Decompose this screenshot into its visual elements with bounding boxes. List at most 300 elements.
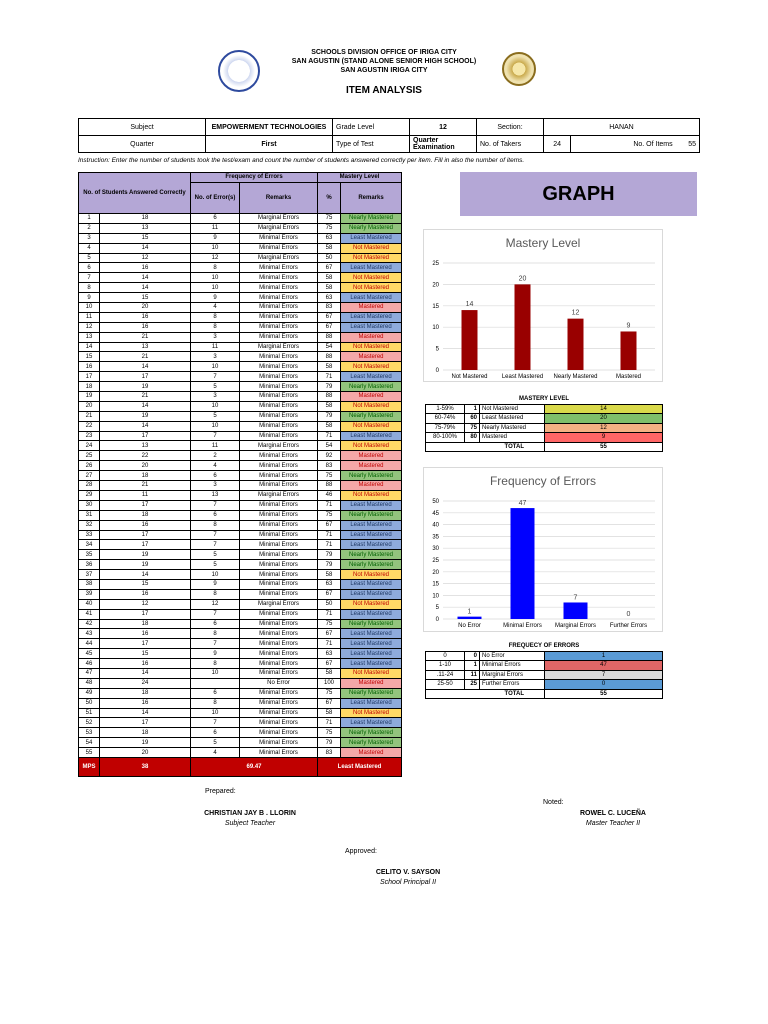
table-row: [426, 661, 663, 671]
mastery-pct: 58: [318, 362, 341, 372]
correct-count: 17: [100, 718, 191, 728]
error-remarks: Minimal Errors: [240, 570, 318, 580]
mastery-pct: 79: [318, 382, 341, 392]
mastery-remarks: Nearly Mastered: [341, 382, 402, 392]
error-remarks: Marginal Errors: [240, 342, 318, 352]
error-remarks: Minimal Errors: [240, 263, 318, 273]
correct-count: 21: [100, 332, 191, 342]
error-count: 7: [191, 372, 240, 382]
range: 1-59%: [426, 404, 465, 414]
correct-count: 19: [100, 382, 191, 392]
mastery-pct: 54: [318, 342, 341, 352]
mastery-pct: 58: [318, 273, 341, 283]
table-row: [79, 579, 402, 589]
mastery-level-chart: [423, 229, 663, 382]
error-remarks: Minimal Errors: [240, 649, 318, 659]
item-number: 33: [79, 530, 100, 540]
item-number: 2: [79, 223, 100, 233]
error-count: 5: [191, 560, 240, 570]
bar: [568, 319, 584, 370]
item-number: 52: [79, 718, 100, 728]
table-row: [79, 708, 402, 718]
test-value: Quarter Examination: [410, 136, 477, 153]
item-analysis-table: [78, 172, 402, 777]
mastery-remarks: Not Mastered: [341, 599, 402, 609]
header-line2: SAN AGUSTIN (STAND ALONE SENIOR HIGH SCHOOL): [291, 58, 477, 65]
table-row: [79, 481, 402, 491]
mastery-pct: 67: [318, 520, 341, 530]
error-count: 11: [191, 441, 240, 451]
mastery-pct: 79: [318, 738, 341, 748]
mastery-remarks: Nearly Mastered: [341, 738, 402, 748]
mastery-pct: 75: [318, 619, 341, 629]
correct-count: 20: [100, 748, 191, 758]
item-number: 50: [79, 698, 100, 708]
correct-count: 19: [100, 411, 191, 421]
error-count: 3: [191, 392, 240, 402]
mastery-remarks: Least Mastered: [341, 322, 402, 332]
mastery-pct: 58: [318, 421, 341, 431]
count: 7: [545, 670, 663, 680]
prepared-role: Subject Teacher: [224, 820, 276, 827]
table-row: [79, 738, 402, 748]
correct-count: 18: [100, 214, 191, 224]
error-count: 4: [191, 748, 240, 758]
error-count: 10: [191, 421, 240, 431]
table-row: [79, 540, 402, 550]
item-number: 41: [79, 609, 100, 619]
correct-count: 15: [100, 233, 191, 243]
table-row: [79, 372, 402, 382]
approved-label: Approved:: [345, 848, 377, 855]
prepared-name: CHRISTIAN JAY B . LLORIN: [204, 810, 296, 817]
data-label: 20: [518, 275, 527, 283]
error-count: 7: [191, 431, 240, 441]
error-remarks: Minimal Errors: [240, 312, 318, 322]
item-number: 23: [79, 431, 100, 441]
mastery-remarks: Not Mastered: [341, 490, 402, 500]
correct-count: 18: [100, 619, 191, 629]
mastery-remarks: Least Mastered: [341, 579, 402, 589]
error-remarks: Marginal Errors: [240, 253, 318, 263]
item-number: 51: [79, 708, 100, 718]
total-value: 55: [545, 442, 663, 452]
item-number: 11: [79, 312, 100, 322]
table-row: [79, 619, 402, 629]
table-row: [79, 273, 402, 283]
correct-count: 13: [100, 342, 191, 352]
bar: [621, 331, 637, 370]
item-number: 4: [79, 243, 100, 253]
item-number: 49: [79, 688, 100, 698]
table-row: [79, 609, 402, 619]
item-number: 1: [79, 214, 100, 224]
mastery-remarks: Nearly Mastered: [341, 619, 402, 629]
item-number: 27: [79, 471, 100, 481]
error-remarks: Minimal Errors: [240, 283, 318, 293]
mastery-remarks: Not Mastered: [341, 401, 402, 411]
data-label: 9: [626, 322, 631, 330]
correct-count: 15: [100, 649, 191, 659]
range: .11-24: [426, 670, 465, 680]
correct-count: 18: [100, 688, 191, 698]
table-row: [79, 570, 402, 580]
error-count: 6: [191, 471, 240, 481]
y-tick-label: 5: [435, 346, 439, 353]
item-number: 29: [79, 490, 100, 500]
correct-count: 14: [100, 708, 191, 718]
correct-count: 12: [100, 253, 191, 263]
mastery-pct: 63: [318, 579, 341, 589]
grade-label: Grade Level: [333, 119, 410, 136]
header-remarks2: Remarks: [341, 182, 402, 213]
mastery-remarks: Mastered: [341, 303, 402, 313]
mastery-pct: 71: [318, 372, 341, 382]
error-remarks: Minimal Errors: [240, 738, 318, 748]
level-label: Not Mastered: [480, 404, 545, 414]
y-tick-label: 0: [435, 368, 439, 374]
item-number: 32: [79, 520, 100, 530]
error-remarks: Minimal Errors: [240, 520, 318, 530]
mps-pct: 69.47: [191, 757, 318, 776]
mastery-remarks: Least Mastered: [341, 629, 402, 639]
mastery-level-table: [425, 395, 663, 452]
table-row: [79, 490, 402, 500]
correct-count: 18: [100, 510, 191, 520]
item-number: 54: [79, 738, 100, 748]
table-row: [426, 670, 663, 680]
error-count: 7: [191, 500, 240, 510]
y-tick-label: 45: [432, 510, 439, 517]
error-count: 11: [191, 342, 240, 352]
mastery-table-title: MASTERY LEVEL: [426, 395, 663, 404]
correct-count: 12: [100, 599, 191, 609]
header-remarks: Remarks: [240, 182, 318, 213]
y-tick-label: 35: [432, 534, 439, 541]
error-count: 3: [191, 332, 240, 342]
count: 14: [545, 404, 663, 414]
mastery-remarks: Not Mastered: [341, 342, 402, 352]
mastery-pct: 88: [318, 332, 341, 342]
correct-count: 14: [100, 570, 191, 580]
table-row: [79, 312, 402, 322]
table-row: [79, 303, 402, 313]
mastery-pct: 71: [318, 530, 341, 540]
correct-count: 19: [100, 550, 191, 560]
item-number: 40: [79, 599, 100, 609]
header-line3: SAN AGUSTIN IRIGA CITY: [340, 67, 428, 74]
table-row: [79, 243, 402, 253]
level-label: Further Errors: [480, 680, 545, 690]
error-count: 8: [191, 659, 240, 669]
mastery-remarks: Mastered: [341, 332, 402, 342]
error-count: 12: [191, 253, 240, 263]
error-remarks: Minimal Errors: [240, 421, 318, 431]
table-row: [426, 423, 663, 433]
correct-count: 13: [100, 223, 191, 233]
mastery-remarks: Least Mastered: [341, 500, 402, 510]
mastery-remarks: Least Mastered: [341, 718, 402, 728]
range: 25-50: [426, 680, 465, 690]
mastery-pct: 88: [318, 392, 341, 402]
error-count: 8: [191, 698, 240, 708]
chart-title: Frequency of Errors: [489, 474, 597, 488]
correct-count: 14: [100, 362, 191, 372]
mastery-pct: 79: [318, 550, 341, 560]
correct-count: 20: [100, 461, 191, 471]
table-row: [79, 342, 402, 352]
prepared-label: Prepared:: [205, 788, 236, 795]
item-number: 3: [79, 233, 100, 243]
item-number: 30: [79, 500, 100, 510]
table-row: [79, 293, 402, 303]
mastery-pct: 83: [318, 303, 341, 313]
table-row: [79, 678, 402, 688]
table-row: [79, 659, 402, 669]
total-row: [426, 442, 663, 452]
threshold: 25: [465, 680, 480, 690]
error-count: 12: [191, 599, 240, 609]
mastery-pct: 63: [318, 293, 341, 303]
mastery-remarks: Not Mastered: [341, 273, 402, 283]
level-label: Marginal Errors: [480, 670, 545, 680]
table-row: [79, 362, 402, 372]
quarter-label: Quarter: [79, 136, 206, 153]
mastery-remarks: Least Mastered: [341, 233, 402, 243]
error-count: 8: [191, 520, 240, 530]
item-number: 42: [79, 619, 100, 629]
error-count: [191, 678, 240, 688]
mastery-remarks: Nearly Mastered: [341, 510, 402, 520]
mps-correct: 38: [100, 757, 191, 776]
table-row: [79, 500, 402, 510]
item-number: 18: [79, 382, 100, 392]
mastery-pct: 71: [318, 431, 341, 441]
total-label: TOTAL: [426, 689, 545, 699]
mastery-pct: 71: [318, 639, 341, 649]
error-count: 10: [191, 283, 240, 293]
table-row: [426, 651, 663, 661]
y-tick-label: 20: [432, 282, 439, 289]
error-count: 5: [191, 382, 240, 392]
table-row: [79, 589, 402, 599]
table-row: [79, 698, 402, 708]
mastery-pct: 58: [318, 401, 341, 411]
table-row: [79, 639, 402, 649]
item-number: 25: [79, 451, 100, 461]
header-correct: No. of Students Answered Correctly: [79, 173, 191, 214]
error-count: 9: [191, 649, 240, 659]
error-remarks: Minimal Errors: [240, 550, 318, 560]
y-tick-label: 10: [432, 325, 439, 332]
error-remarks: Minimal Errors: [240, 362, 318, 372]
error-count: 6: [191, 688, 240, 698]
mastery-remarks: Least Mastered: [341, 609, 402, 619]
mastery-remarks: Mastered: [341, 392, 402, 402]
error-remarks: Minimal Errors: [240, 293, 318, 303]
error-count: 7: [191, 530, 240, 540]
item-number: 21: [79, 411, 100, 421]
bar: [462, 310, 478, 370]
error-count: 5: [191, 550, 240, 560]
frequency-table-title: FREQUECY OF ERRORS: [426, 642, 663, 651]
correct-count: 18: [100, 471, 191, 481]
mastery-remarks: Nearly Mastered: [341, 471, 402, 481]
error-remarks: Minimal Errors: [240, 451, 318, 461]
item-number: 53: [79, 728, 100, 738]
error-remarks: Minimal Errors: [240, 481, 318, 491]
mastery-pct: 83: [318, 748, 341, 758]
error-remarks: Minimal Errors: [240, 510, 318, 520]
header-line1: SCHOOLS DIVISION OFFICE OF IRIGA CITY: [311, 49, 457, 56]
mastery-pct: 67: [318, 629, 341, 639]
header-pct: %: [318, 182, 341, 213]
correct-count: 11: [100, 490, 191, 500]
mastery-remarks: Least Mastered: [341, 649, 402, 659]
range: 60-74%: [426, 414, 465, 424]
mastery-remarks: Nearly Mastered: [341, 728, 402, 738]
item-number: 19: [79, 392, 100, 402]
test-label: Type of Test: [333, 136, 410, 153]
item-number: 39: [79, 589, 100, 599]
count: 12: [545, 423, 663, 433]
mastery-pct: 67: [318, 698, 341, 708]
error-count: 5: [191, 411, 240, 421]
mastery-remarks: Not Mastered: [341, 253, 402, 263]
error-count: 7: [191, 609, 240, 619]
mastery-pct: 75: [318, 510, 341, 520]
error-count: 3: [191, 481, 240, 491]
correct-count: 15: [100, 293, 191, 303]
noted-label: Noted:: [543, 799, 564, 806]
mastery-remarks: Nearly Mastered: [341, 214, 402, 224]
table-row: [79, 461, 402, 471]
correct-count: 18: [100, 728, 191, 738]
mastery-remarks: Mastered: [341, 461, 402, 471]
table-row: [79, 649, 402, 659]
item-number: 43: [79, 629, 100, 639]
item-number: 34: [79, 540, 100, 550]
correct-count: 16: [100, 629, 191, 639]
mastery-remarks: Least Mastered: [341, 263, 402, 273]
table-row: [426, 680, 663, 690]
item-number: 26: [79, 461, 100, 471]
data-label: 7: [573, 594, 578, 602]
error-remarks: Minimal Errors: [240, 589, 318, 599]
grade-value: 12: [410, 119, 477, 136]
level-label: Least Mastered: [480, 414, 545, 424]
x-tick-label: Not Mastered: [451, 374, 488, 380]
correct-count: 19: [100, 738, 191, 748]
chart-title: Mastery Level: [505, 236, 581, 250]
error-count: 9: [191, 579, 240, 589]
level-label: Mastered: [480, 433, 545, 443]
bar: [511, 508, 535, 619]
mastery-remarks: Nearly Mastered: [341, 223, 402, 233]
error-count: 6: [191, 728, 240, 738]
correct-count: 17: [100, 500, 191, 510]
mastery-remarks: Not Mastered: [341, 283, 402, 293]
level-label: Minimal Errors: [480, 661, 545, 671]
error-remarks: Minimal Errors: [240, 500, 318, 510]
item-number: 46: [79, 659, 100, 669]
x-tick-label: Mastered: [615, 374, 642, 380]
error-remarks: Minimal Errors: [240, 688, 318, 698]
error-remarks: Minimal Errors: [240, 273, 318, 283]
x-tick-label: Least Mastered: [501, 374, 544, 380]
error-count: 8: [191, 589, 240, 599]
mastery-pct: 75: [318, 471, 341, 481]
item-number: 48: [79, 678, 100, 688]
table-row: [79, 322, 402, 332]
mastery-pct: 58: [318, 668, 341, 678]
table-row: [79, 688, 402, 698]
item-number: 8: [79, 283, 100, 293]
error-count: 3: [191, 352, 240, 362]
correct-count: 20: [100, 303, 191, 313]
total-value: 55: [545, 689, 663, 699]
correct-count: 22: [100, 451, 191, 461]
error-remarks: Minimal Errors: [240, 629, 318, 639]
error-count: 10: [191, 362, 240, 372]
mastery-pct: 75: [318, 223, 341, 233]
error-remarks: Minimal Errors: [240, 382, 318, 392]
error-remarks: Minimal Errors: [240, 352, 318, 362]
mastery-remarks: Least Mastered: [341, 372, 402, 382]
error-remarks: Minimal Errors: [240, 540, 318, 550]
table-row: [79, 411, 402, 421]
correct-count: 14: [100, 401, 191, 411]
mastery-remarks: Mastered: [341, 352, 402, 362]
mastery-remarks: Least Mastered: [341, 312, 402, 322]
range: 0: [426, 651, 465, 661]
mastery-pct: 67: [318, 659, 341, 669]
item-number: 31: [79, 510, 100, 520]
table-row: [79, 214, 402, 224]
correct-count: 21: [100, 392, 191, 402]
y-tick-label: 15: [432, 581, 439, 588]
error-remarks: Marginal Errors: [240, 490, 318, 500]
error-count: 6: [191, 214, 240, 224]
mastery-remarks: Not Mastered: [341, 243, 402, 253]
mastery-remarks: Nearly Mastered: [341, 411, 402, 421]
item-number: 13: [79, 332, 100, 342]
table-row: [79, 718, 402, 728]
mastery-pct: 67: [318, 322, 341, 332]
table-row: [79, 382, 402, 392]
correct-count: 17: [100, 540, 191, 550]
correct-count: 16: [100, 520, 191, 530]
mastery-remarks: Least Mastered: [341, 698, 402, 708]
item-number: 55: [79, 748, 100, 758]
item-number: 7: [79, 273, 100, 283]
correct-count: 16: [100, 698, 191, 708]
table-row: [79, 332, 402, 342]
error-count: 11: [191, 223, 240, 233]
table-row: [79, 451, 402, 461]
total-row: [426, 689, 663, 699]
mastery-pct: 100: [318, 678, 341, 688]
table-row: [79, 530, 402, 540]
takers-value: 24: [544, 136, 571, 153]
error-count: 7: [191, 639, 240, 649]
y-tick-label: 25: [432, 261, 439, 267]
y-tick-label: 10: [432, 593, 439, 600]
section-value: HANAN: [544, 119, 700, 136]
error-remarks: No Error: [240, 678, 318, 688]
subject-value: EMPOWERMENT TECHNOLOGIES: [206, 119, 333, 136]
mps-row: [79, 757, 402, 776]
